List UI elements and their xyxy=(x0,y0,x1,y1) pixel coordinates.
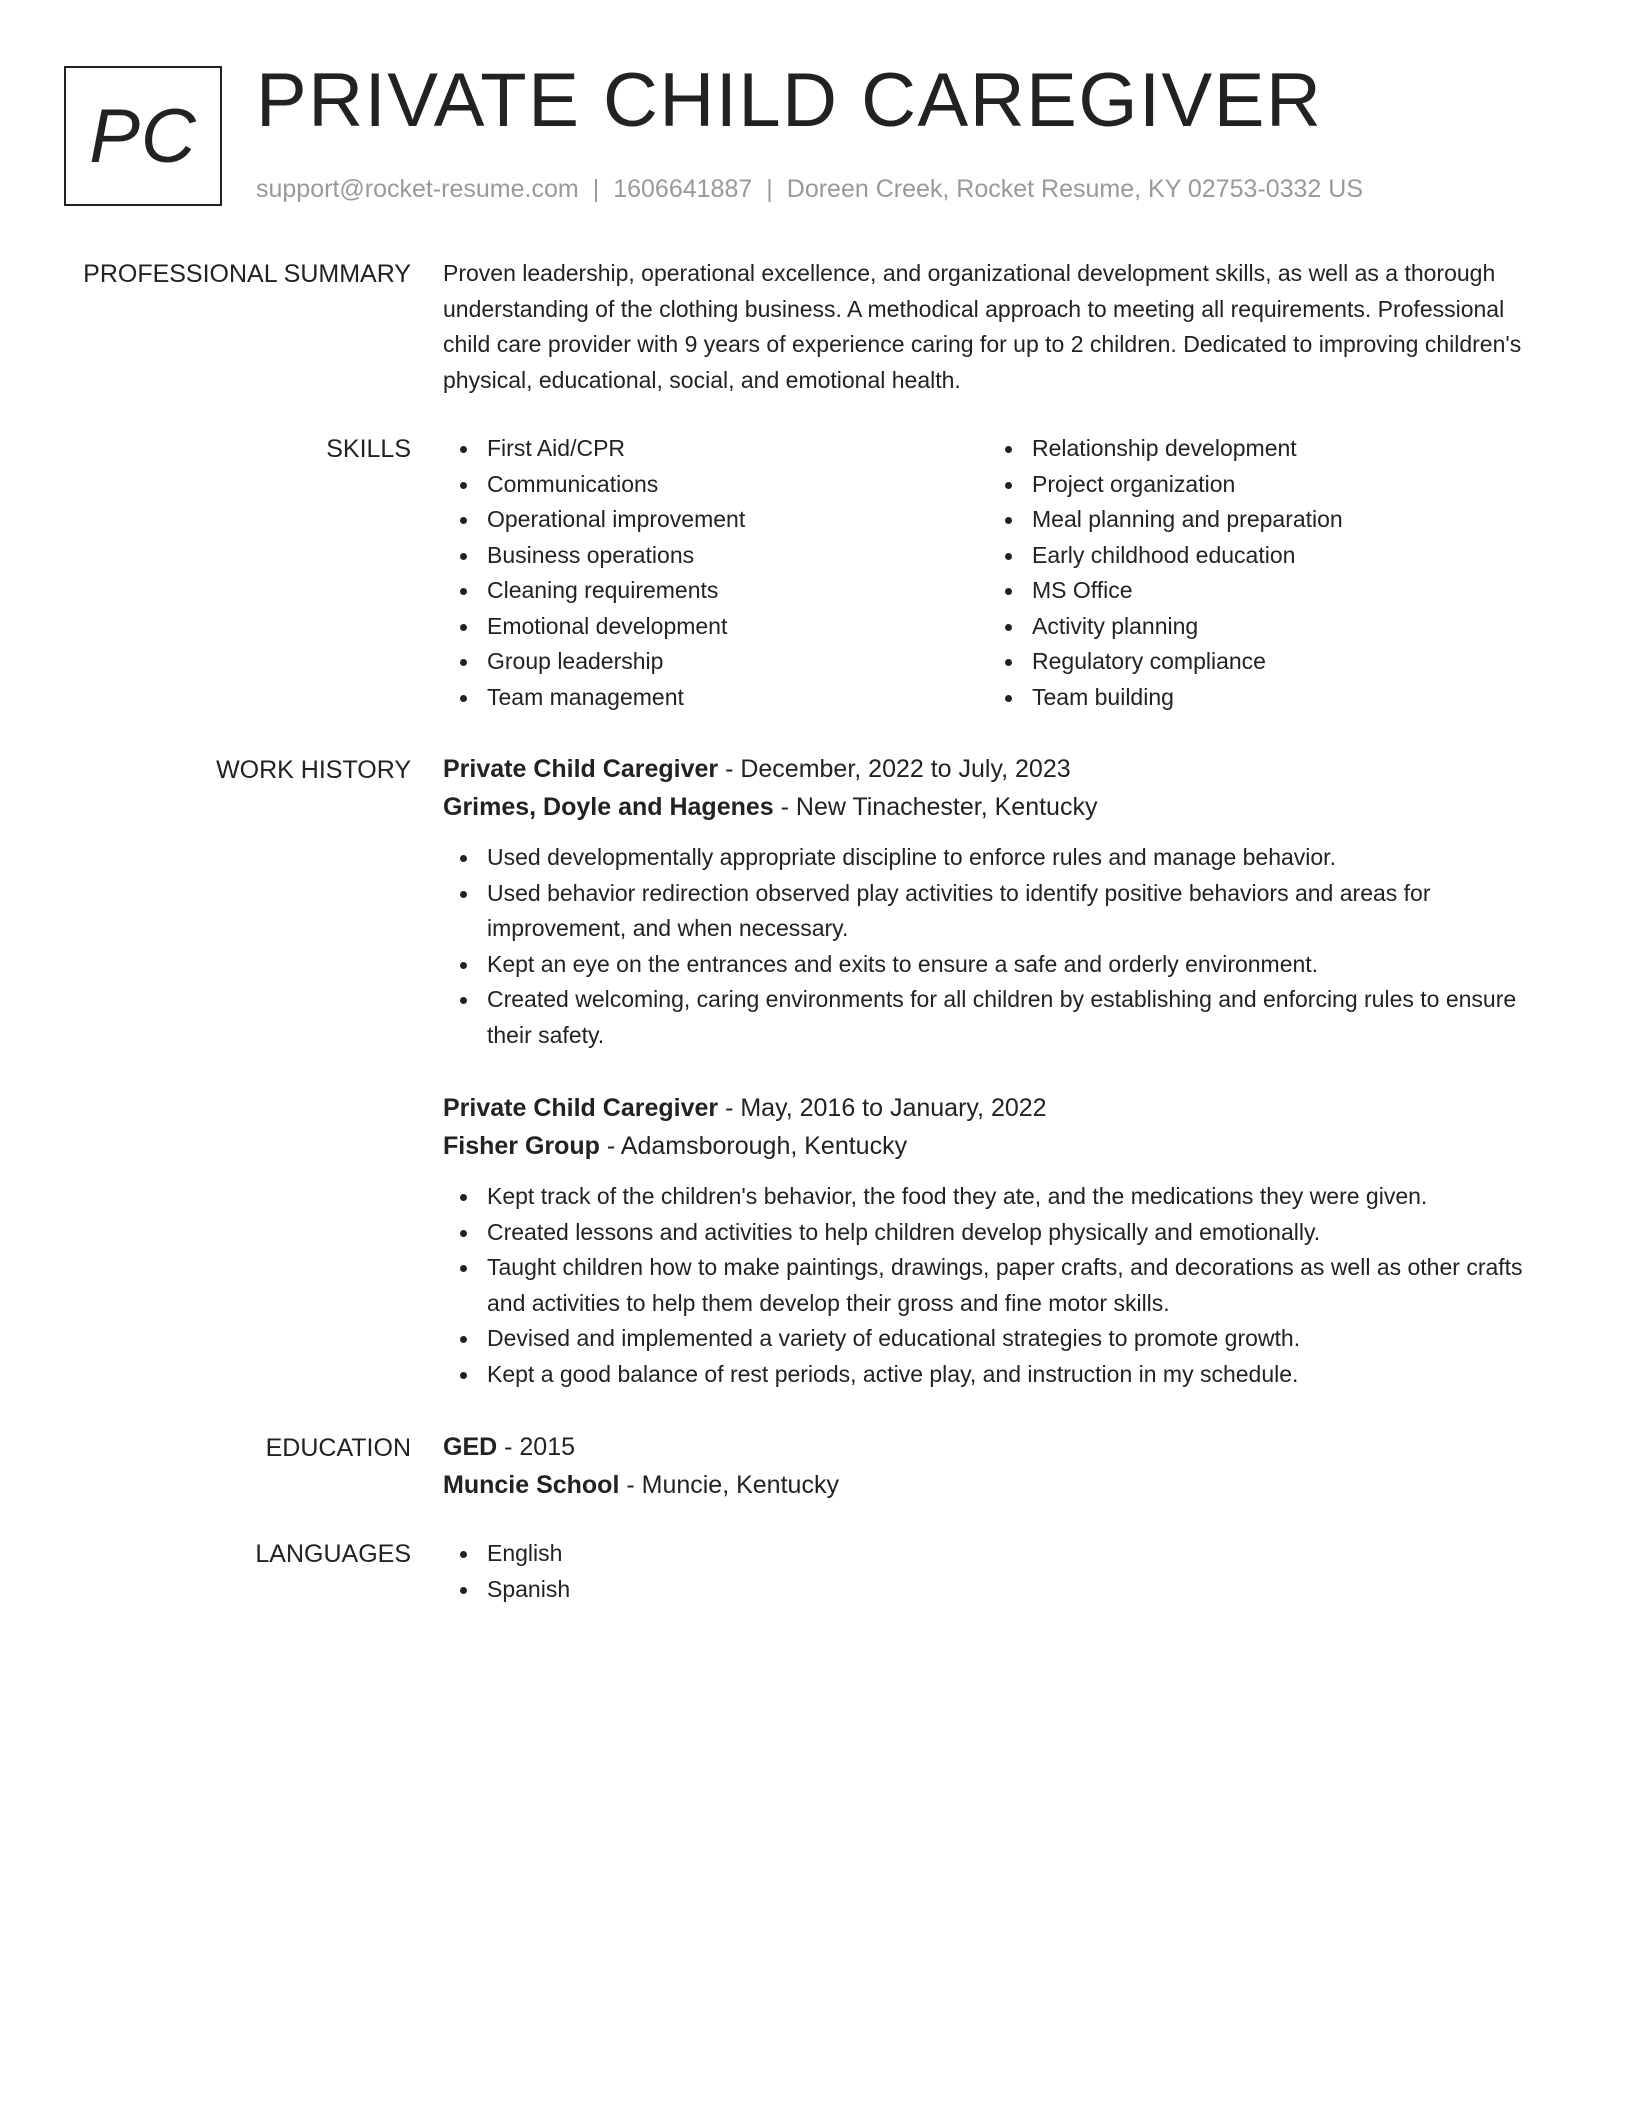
job-bullet: Devised and implemented a variety of educational strategies to promote growth. xyxy=(443,1321,1533,1357)
job-dates: - May, 2016 to January, 2022 xyxy=(718,1094,1047,1122)
skill-item: Cleaning requirements xyxy=(443,573,988,609)
contact-email: support@rocket-resume.com xyxy=(256,175,579,203)
job-bullet-list xyxy=(443,1179,1533,1392)
skill-item: Operational improvement xyxy=(443,502,988,538)
education-school: Muncie School xyxy=(443,1471,620,1499)
job-bullet: Taught children how to make paintings, drawings, paper crafts, and decorations as well as other crafts and activities to help them develop their gross and fine motor skills. xyxy=(443,1250,1533,1321)
job-company: Grimes, Doyle and Hagenes xyxy=(443,793,774,821)
job-dates: - December, 2022 to July, 2023 xyxy=(718,755,1071,783)
skill-item: Regulatory compliance xyxy=(988,644,1533,680)
skills-list-left xyxy=(443,431,988,715)
job-bullet: Kept an eye on the entrances and exits to ensure a safe and orderly environment. xyxy=(443,947,1533,983)
education-school-line xyxy=(443,1466,1533,1504)
job-company: Fisher Group xyxy=(443,1132,600,1160)
job-title: Private Child Caregiver xyxy=(443,1094,719,1122)
job-company-line xyxy=(443,788,1533,826)
section-label-skills: SKILLS xyxy=(326,435,411,463)
contact-phone: 1606641887 xyxy=(613,175,753,203)
job-entry xyxy=(443,750,1533,1053)
section-label-languages: LANGUAGES xyxy=(255,1540,411,1568)
skill-item: First Aid/CPR xyxy=(443,431,988,467)
skill-item: MS Office xyxy=(988,573,1533,609)
job-bullet: Used developmentally appropriate discipline to enforce rules and manage behavior. xyxy=(443,840,1533,876)
education-degree: GED xyxy=(443,1433,498,1461)
job-title: Private Child Caregiver xyxy=(443,755,719,783)
contact-line xyxy=(256,172,1363,206)
section-label-education: EDUCATION xyxy=(265,1434,411,1462)
languages-list xyxy=(443,1536,1533,1607)
summary-body xyxy=(443,256,1533,398)
skill-item: Business operations xyxy=(443,538,988,574)
skill-item: Project organization xyxy=(988,467,1533,503)
skill-item: Relationship development xyxy=(988,431,1533,467)
job-location: - Adamsborough, Kentucky xyxy=(599,1132,908,1160)
summary-text: Proven leadership, operational excellence, and organizational development skills, as well as a thorough understanding of the clothing business. A methodical approach to meeting all requirements. Professional child care provider with 9 years of experience caring for up to 2 children. Dedicated to improving children's physical, educational, social, and emotional health. xyxy=(443,260,1522,393)
monogram-initials: PC xyxy=(89,93,197,179)
job-bullet: Used behavior redirection observed play activities to identify positive behaviors and areas for improvement, and when necessary. xyxy=(443,876,1533,947)
job-bullet-list xyxy=(443,840,1533,1053)
skill-item: Communications xyxy=(443,467,988,503)
job-company-line xyxy=(443,1127,1533,1165)
education-body xyxy=(443,1428,1533,1504)
skill-item: Emotional development xyxy=(443,609,988,645)
skill-item: Team management xyxy=(443,680,988,716)
job-entry xyxy=(443,1089,1533,1392)
skill-item: Team building xyxy=(988,680,1533,716)
skills-body xyxy=(443,431,1533,715)
job-bullet: Created welcoming, caring environments for all children by establishing and enforcing rules to ensure their safety. xyxy=(443,982,1533,1053)
job-title-line xyxy=(443,1089,1533,1127)
language-item: Spanish xyxy=(443,1572,1533,1608)
skill-item: Early childhood education xyxy=(988,538,1533,574)
education-year: - 2015 xyxy=(497,1433,576,1461)
education-location: - Muncie, Kentucky xyxy=(619,1471,839,1499)
job-location: - New Tinachester, Kentucky xyxy=(773,793,1098,821)
job-bullet: Kept track of the children's behavior, the food they ate, and the medications they were given. xyxy=(443,1179,1533,1215)
skills-columns xyxy=(443,431,1533,715)
skill-item: Meal planning and preparation xyxy=(988,502,1533,538)
page-title: PRIVATE CHILD CAREGIVER xyxy=(256,58,1323,143)
skills-list-right xyxy=(988,431,1533,715)
skill-item: Group leadership xyxy=(443,644,988,680)
job-bullet: Kept a good balance of rest periods, active play, and instruction in my schedule. xyxy=(443,1357,1533,1393)
job-bullet: Created lessons and activities to help children develop physically and emotionally. xyxy=(443,1215,1533,1251)
skill-item: Activity planning xyxy=(988,609,1533,645)
contact-separator: | xyxy=(766,175,773,203)
work-history-body xyxy=(443,750,1533,1428)
section-label-work-history: WORK HISTORY xyxy=(216,756,411,784)
education-degree-line xyxy=(443,1428,1533,1466)
section-label-summary: PROFESSIONAL SUMMARY xyxy=(83,260,411,288)
contact-address: Doreen Creek, Rocket Resume, KY 02753-0332 US xyxy=(786,175,1363,203)
contact-separator: | xyxy=(592,175,600,203)
monogram-box xyxy=(64,66,222,206)
language-item: English xyxy=(443,1536,1533,1572)
job-title-line xyxy=(443,750,1533,788)
languages-body xyxy=(443,1536,1533,1607)
